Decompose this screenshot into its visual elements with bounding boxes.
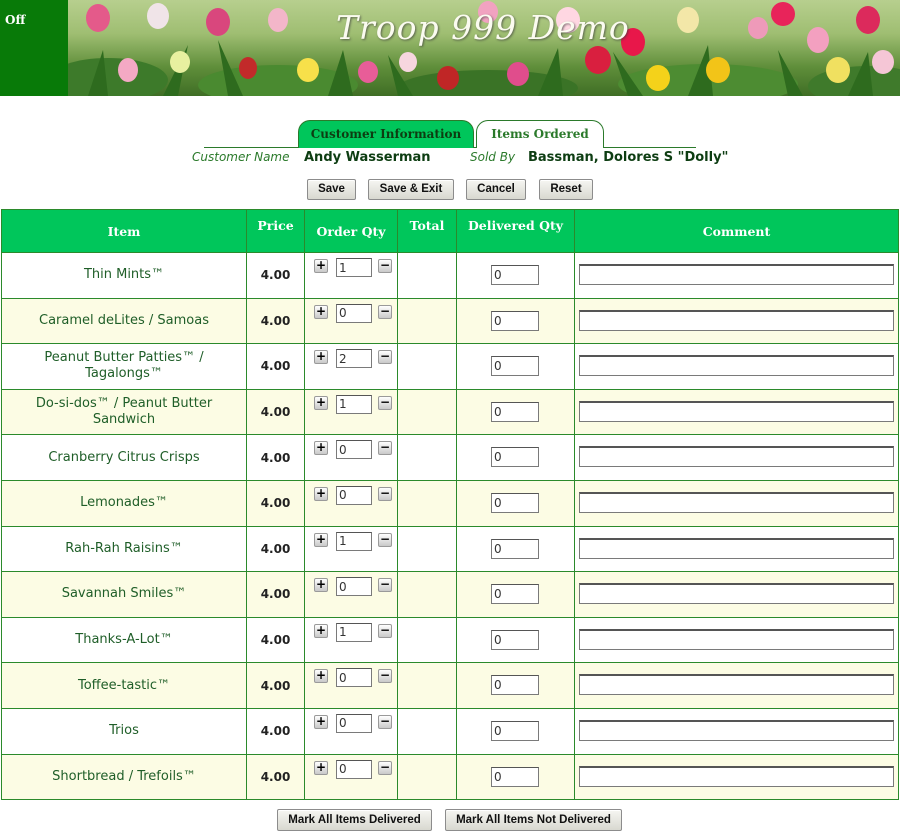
comment-cell <box>575 526 899 572</box>
order-items-table <box>1 209 899 800</box>
cancel-button[interactable]: Cancel <box>466 179 526 200</box>
item-total <box>398 572 457 618</box>
decrement-qty-button[interactable]: − <box>379 485 391 500</box>
increment-qty-button[interactable]: + <box>315 394 327 409</box>
comment-input[interactable] <box>579 401 894 422</box>
decrement-qty-button[interactable]: − <box>379 349 391 364</box>
tab-customer-information[interactable]: Customer Information <box>298 120 474 148</box>
item-name: Peanut Butter Patties™ / Tagalongs™ <box>2 344 247 390</box>
customer-name-label: Customer Name <box>192 150 290 164</box>
delivered-qty-input[interactable] <box>491 493 539 513</box>
comment-input[interactable] <box>579 310 894 331</box>
comment-cell <box>575 435 899 481</box>
mark-all-delivered-button[interactable]: Mark All Items Delivered <box>277 809 432 831</box>
delivered-qty-input[interactable] <box>491 265 539 285</box>
save-button[interactable]: Save <box>307 179 356 200</box>
decrement-qty-button[interactable]: − <box>379 622 391 637</box>
delivered-qty-input[interactable] <box>491 402 539 422</box>
column-header-price: Price <box>247 210 305 253</box>
order-qty-cell <box>305 253 398 299</box>
comment-cell <box>575 663 899 709</box>
comment-input[interactable] <box>579 583 894 604</box>
comment-input[interactable] <box>579 766 894 787</box>
order-qty-input[interactable] <box>336 532 372 551</box>
item-total <box>398 708 457 754</box>
delivered-qty-input[interactable] <box>491 356 539 376</box>
increment-qty-button[interactable]: + <box>315 349 327 364</box>
delivered-qty-input[interactable] <box>491 721 539 741</box>
delivered-qty-cell <box>457 298 575 344</box>
decrement-qty-button[interactable]: − <box>379 759 391 774</box>
decrement-qty-button[interactable]: − <box>379 303 391 318</box>
delivered-qty-input[interactable] <box>491 311 539 331</box>
item-name: Thin Mints™ <box>2 253 247 299</box>
item-total <box>398 344 457 390</box>
increment-qty-button[interactable]: + <box>315 440 327 455</box>
delivered-qty-cell <box>457 389 575 435</box>
table-row <box>2 435 899 481</box>
table-row <box>2 754 899 800</box>
decrement-qty-button[interactable]: − <box>379 531 391 546</box>
order-qty-cell <box>305 435 398 481</box>
item-price: 4.00 <box>247 572 305 618</box>
column-header-total: Total <box>398 210 457 253</box>
mark-all-not-delivered-button[interactable]: Mark All Items Not Delivered <box>445 809 622 831</box>
comment-cell <box>575 389 899 435</box>
comment-input[interactable] <box>579 355 894 376</box>
order-qty-input[interactable] <box>336 395 372 414</box>
page-header <box>0 0 900 96</box>
sold-by-label: Sold By <box>470 150 516 164</box>
tab-items-ordered[interactable]: Items Ordered <box>476 120 604 148</box>
item-total <box>398 526 457 572</box>
delivered-qty-input[interactable] <box>491 584 539 604</box>
delivered-qty-input[interactable] <box>491 539 539 559</box>
order-qty-cell <box>305 298 398 344</box>
decrement-qty-button[interactable]: − <box>379 394 391 409</box>
delivered-qty-input[interactable] <box>491 675 539 695</box>
table-row <box>2 298 899 344</box>
order-qty-input[interactable] <box>336 486 372 505</box>
increment-qty-button[interactable]: + <box>315 303 327 318</box>
increment-qty-button[interactable]: + <box>315 258 327 272</box>
increment-qty-button[interactable]: + <box>315 668 327 683</box>
decrement-qty-button[interactable]: − <box>379 577 391 592</box>
delivered-qty-cell <box>457 663 575 709</box>
order-qty-cell <box>305 754 398 800</box>
table-row <box>2 389 899 435</box>
table-row <box>2 253 899 299</box>
delivered-qty-input[interactable] <box>491 447 539 467</box>
order-qty-input[interactable] <box>336 349 372 368</box>
delivered-qty-cell <box>457 435 575 481</box>
order-qty-cell <box>305 663 398 709</box>
item-total <box>398 663 457 709</box>
order-qty-cell <box>305 526 398 572</box>
comment-cell <box>575 253 899 299</box>
increment-qty-button[interactable]: + <box>315 577 327 592</box>
delivered-qty-cell <box>457 572 575 618</box>
increment-qty-button[interactable]: + <box>315 531 327 546</box>
item-price: 4.00 <box>247 435 305 481</box>
table-header-row <box>2 210 899 253</box>
item-name: Thanks-A-Lot™ <box>2 617 247 663</box>
column-header-order-qty: Order Qty <box>305 210 398 253</box>
order-qty-input[interactable] <box>336 440 372 459</box>
delivered-qty-cell <box>457 526 575 572</box>
status-box <box>0 0 68 96</box>
order-qty-cell <box>305 480 398 526</box>
comment-input[interactable] <box>579 492 894 513</box>
comment-cell <box>575 572 899 618</box>
column-header-comment: Comment <box>575 210 899 253</box>
item-price: 4.00 <box>247 754 305 800</box>
item-total <box>398 389 457 435</box>
item-name: Savannah Smiles™ <box>2 572 247 618</box>
table-row <box>2 663 899 709</box>
table-row <box>2 344 899 390</box>
banner-image <box>68 0 900 96</box>
table-row <box>2 480 899 526</box>
delivered-qty-cell <box>457 754 575 800</box>
comment-cell <box>575 708 899 754</box>
decrement-qty-button[interactable]: − <box>379 440 391 455</box>
item-name: Do-si-dos™ / Peanut Butter Sandwich <box>2 389 247 435</box>
item-total <box>398 480 457 526</box>
table-row <box>2 708 899 754</box>
item-total <box>398 754 457 800</box>
item-price: 4.00 <box>247 526 305 572</box>
comment-cell <box>575 344 899 390</box>
table-row <box>2 572 899 618</box>
delivered-qty-input[interactable] <box>491 767 539 787</box>
order-qty-input[interactable] <box>336 714 372 733</box>
item-price: 4.00 <box>247 480 305 526</box>
item-name: Rah-Rah Raisins™ <box>2 526 247 572</box>
item-price: 4.00 <box>247 663 305 709</box>
delivered-qty-cell <box>457 253 575 299</box>
column-header-delivered-qty: Delivered Qty <box>457 210 575 253</box>
delivered-qty-cell <box>457 617 575 663</box>
decrement-qty-button[interactable]: − <box>379 258 391 272</box>
item-price: 4.00 <box>247 708 305 754</box>
delivered-qty-input[interactable] <box>491 630 539 650</box>
comment-input[interactable] <box>579 538 894 559</box>
item-price: 4.00 <box>247 617 305 663</box>
comment-cell <box>575 617 899 663</box>
order-qty-cell <box>305 617 398 663</box>
item-name: Toffee-tastic™ <box>2 663 247 709</box>
table-row <box>2 526 899 572</box>
comment-input[interactable] <box>579 720 894 741</box>
item-name: Trios <box>2 708 247 754</box>
comment-input[interactable] <box>579 264 894 285</box>
decrement-qty-button[interactable]: − <box>379 713 391 728</box>
status-label: Off <box>5 13 26 27</box>
increment-qty-button[interactable]: + <box>315 759 327 774</box>
item-price: 4.00 <box>247 344 305 390</box>
order-qty-cell <box>305 708 398 754</box>
delivered-qty-cell <box>457 344 575 390</box>
order-qty-input[interactable] <box>336 760 372 779</box>
decrement-qty-button[interactable]: − <box>379 668 391 683</box>
save-exit-button[interactable]: Save & Exit <box>368 179 454 200</box>
customer-name-value: Andy Wasserman <box>304 150 431 165</box>
comment-input[interactable] <box>579 674 894 695</box>
order-qty-input[interactable] <box>336 668 372 687</box>
delivered-qty-cell <box>457 480 575 526</box>
item-name: Caramel deLites / Samoas <box>2 298 247 344</box>
order-qty-cell <box>305 572 398 618</box>
order-qty-cell <box>305 389 398 435</box>
comment-input[interactable] <box>579 446 894 467</box>
item-name: Lemonades™ <box>2 480 247 526</box>
delivered-qty-cell <box>457 708 575 754</box>
item-total <box>398 435 457 481</box>
banner-title: Troop 999 Demo <box>336 8 630 47</box>
item-total <box>398 253 457 299</box>
item-name: Shortbread / Trefoils™ <box>2 754 247 800</box>
item-price: 4.00 <box>247 298 305 344</box>
comment-cell <box>575 480 899 526</box>
table-row <box>2 617 899 663</box>
comment-cell <box>575 298 899 344</box>
order-qty-input[interactable] <box>336 577 372 596</box>
order-qty-input[interactable] <box>336 623 372 642</box>
comment-input[interactable] <box>579 629 894 650</box>
item-price: 4.00 <box>247 253 305 299</box>
item-total <box>398 298 457 344</box>
increment-qty-button[interactable]: + <box>315 622 327 637</box>
comment-cell <box>575 754 899 800</box>
order-qty-input[interactable] <box>336 304 372 323</box>
column-header-item: Item <box>2 210 247 253</box>
increment-qty-button[interactable]: + <box>315 713 327 728</box>
item-price: 4.00 <box>247 389 305 435</box>
item-name: Cranberry Citrus Crisps <box>2 435 247 481</box>
sold-by-value: Bassman, Dolores S "Dolly" <box>528 150 729 165</box>
reset-button[interactable]: Reset <box>539 179 593 200</box>
increment-qty-button[interactable]: + <box>315 485 327 500</box>
order-qty-input[interactable] <box>336 258 372 277</box>
order-qty-cell <box>305 344 398 390</box>
item-total <box>398 617 457 663</box>
